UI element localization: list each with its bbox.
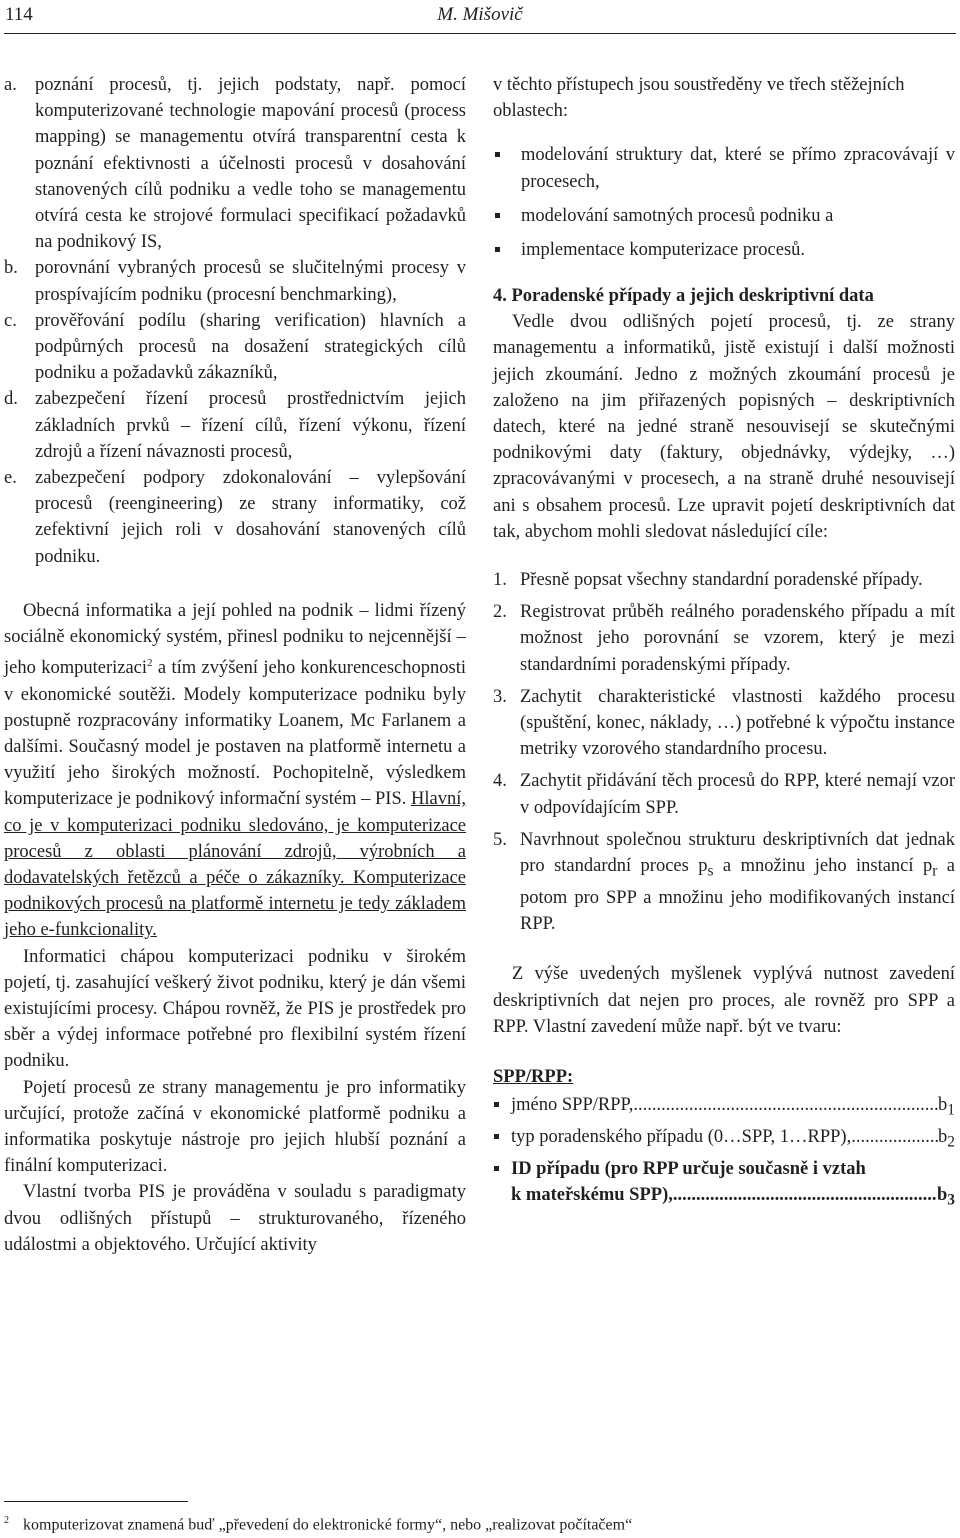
list-item: [493, 599, 955, 678]
list-marker: e.: [4, 468, 17, 489]
square-bullet-icon: [495, 247, 500, 252]
list-item-text: Zachytit charakteristické vlastnosti každého procesu (spuštění, konec, náklady, …) potřebné k výpočtu instance metriky vzorového standardního procesu.: [520, 686, 955, 760]
list-item-text: zabezpečení podpory zdokonalování – vylepšování procesů (reengineering) ze strany informatiky, což zefektivní jejich roli v dosahování stanovených cílů podniku.: [35, 468, 466, 567]
footnote-ref: 2: [147, 657, 153, 670]
list-marker: 1.: [493, 570, 507, 591]
list-marker: 5.: [493, 829, 507, 850]
list-item-text: zabezpečení řízení procesů prostřednictvím jejich základních prvků – řízení cílů, řízení výkonu, řízení zdrojů a řízení návaznosti procesů,: [35, 389, 466, 462]
left-column: [4, 72, 466, 1258]
definition-term: k mateřskému SPP),: [511, 1185, 673, 1206]
footnote: [4, 1510, 632, 1536]
leader-dots: [673, 1182, 937, 1214]
right-column: [493, 72, 955, 1214]
list-item: [493, 827, 955, 938]
paragraph-informatici: Informatici chápou komputerizaci podniku v širokém pojetí, tj. zasahující veškerý život podniku, který je dán všemi existujícími procesy. Chápou rovněž, že PIS je prostředek pro sběr a výdej informace potřebné pro flexibilní systém řízení podniku.: [4, 946, 466, 1072]
square-bullet-icon: [495, 152, 500, 157]
paragraph-section: Vedle dvou odlišných pojetí procesů, tj. ze strany managementu a informatiků, jistě existují i další možnosti jejich zkoumání. Jedno z možných zkoumání procesů je založeno na jim přiřazených popisných – deskriptivních datech, které na jedné straně nesouvisejí se skutečnými podnikovými daty (faktury, objednávky, výdejky, …) zpracovávanými v procesech, a na straně druhé nesouvisejí ani s obsahem procesů. Lze upravit pojetí deskriptivních dat tak, abychom mohli sledovat následující cíle:: [493, 312, 955, 542]
footnote-text: komputerizovat znamená buď „převedení do elektronické formy“, nebo „realizovat počítačem“: [23, 1516, 633, 1534]
list-item-text: porovnání vybraných procesů se slučitelnými procesy v prospívajícím podniku (procesní benchmarking),: [35, 258, 466, 305]
footnote-number: 2: [4, 1515, 9, 1526]
spp-rpp-title: SPP/RPP:: [493, 1066, 574, 1087]
definition-item: [493, 1124, 955, 1156]
bullet-item: [493, 142, 955, 194]
list-item: [4, 465, 466, 570]
bullet-list: [493, 142, 955, 263]
definition-item: [493, 1092, 955, 1124]
list-marker: d.: [4, 389, 18, 410]
definition-item: [493, 1156, 955, 1214]
numbered-goals-list: [493, 567, 955, 937]
definition-code: $b_3$: [937, 1185, 955, 1209]
definition-code: $b_2$: [938, 1127, 955, 1151]
header-rule: [4, 33, 956, 34]
list-item-text: Registrovat průběh reálného poradenského případu a mít možnost jeho porovnání se vzorem, který je mezi standardními poradenskými případy.: [520, 602, 955, 675]
bullet-item: [493, 203, 955, 229]
list-item-text: a potom pro SPP a množinu jeho modifikovaných instancí RPP.: [520, 856, 955, 935]
definition-term: typ poradenského případu (0…SPP, 1…RPP),: [511, 1127, 852, 1148]
list-item: [493, 684, 955, 763]
square-bullet-icon: [494, 1134, 499, 1139]
list-item-text: Přesně popsat všechny standardní poradenské případy.: [520, 570, 923, 591]
running-head-author: M. Mišovič: [437, 4, 523, 25]
footnote-rule: [4, 1501, 188, 1502]
page-header: [0, 0, 960, 40]
list-marker: 4.: [493, 771, 507, 792]
alpha-list: [4, 72, 466, 570]
list-item: [4, 72, 466, 255]
list-item-text: poznání procesů, tj. jejich podstaty, např. pomocí komputerizované technologie mapování procesů (process mapping) se managementu otvírá transparentní cesta k poznání efektivnosti a účelnosti procesů v dosahování stanovených cílů podniku a vedle toho se managementu otvírá cesta ke strojové formulaci specifikací požadavků na podnikový IS,: [35, 75, 466, 253]
list-item-text: a množinu jeho instancí p: [713, 856, 933, 877]
section-heading: 4. Poradenské případy a jejich deskriptivní data: [493, 286, 874, 307]
paragraph-komputerizace: [4, 598, 466, 944]
list-item-text: Zachytit přidávání těch procesů do RPP, které nemají vzor v odpovídajícím SPP.: [520, 771, 955, 818]
square-bullet-icon: [494, 1102, 499, 1107]
leader-dots: [851, 1124, 938, 1156]
list-marker: b.: [4, 258, 18, 279]
paragraph-closing: Z výše uvedených myšlenek vyplývá nutnost zavedení deskriptivních dat nejen pro proces, ale rovněž pro SPP a RPP. Vlastní zavedení může např. být ve tvaru:: [493, 964, 955, 1037]
definition-code: $b_1$: [938, 1095, 955, 1119]
definition-term: jméno SPP/RPP,: [511, 1095, 634, 1116]
list-item: [4, 255, 466, 307]
page-number: 114: [5, 4, 33, 25]
paragraph-tvorba-pis: Vlastní tvorba PIS je prováděna v souladu s paradigmaty dvou odlišných přístupů – strukturovaného, řízeného událostmi a objektového. Určující aktivity: [4, 1182, 466, 1255]
bullet-text: modelování samotných procesů podniku a: [521, 205, 834, 226]
list-item-text: Navrhnout společnou strukturu deskriptivních dat jednak pro standardní proces p: [520, 829, 955, 877]
bullet-text: implementace komputerizace procesů.: [521, 240, 806, 261]
list-item-text: prověřování podílu (sharing verification) hlavních a podpůrných procesů na dosažení strategických cílů podniku a požadavků zákazníků,: [35, 310, 466, 384]
square-bullet-icon: [495, 213, 500, 218]
bullet-text: modelování struktury dat, které se přímo zpracovávají v procesech,: [521, 145, 955, 192]
paragraph-text: a tím zvýšení jeho konkurenceschopnosti v ekonomické soutěži. Modely komputerizace podniku byly postupně rozpracovány informatiky Loanem, Mc Farlanem a dalšími. Současný model je postaven na platformě internetu a využití jeho širokých možností. Pochopitelně, výsledkem komputerizace je podnikový informační systém – PIS.: [4, 658, 466, 810]
list-marker: c.: [4, 310, 17, 331]
list-marker: 3.: [493, 686, 507, 707]
underlined-emphasis: Hlavní, co je v komputerizaci podniku sledováno, je komputerizace procesů z oblasti plánování zdrojů, výrobních a dodavatelských řetězců a péče o zákazníky. Komputerizace podnikových procesů na platformě internetu je tedy základem jeho e-funkcionality.: [4, 789, 466, 941]
list-marker: a.: [4, 75, 17, 95]
paragraph-intro: v těchto přístupech jsou soustředěny ve třech stěžejních oblastech:: [493, 75, 905, 122]
subscript: s: [707, 862, 714, 880]
definition-term: ID případu (pro RPP určuje současně i vztah: [511, 1158, 866, 1179]
paragraph-pojeti-procesu: Pojetí procesů ze strany managementu je pro informatiky určující, protože začíná v ekonomické platformě podniku a informatika poskytuje nástroje pro jejich hlubší poznání a finální komputerizaci.: [4, 1077, 466, 1177]
list-item: [493, 768, 955, 820]
list-item: [493, 567, 955, 593]
square-bullet-icon: [494, 1166, 499, 1171]
list-item: [4, 308, 466, 387]
list-item: [4, 386, 466, 465]
subscript: r: [932, 862, 938, 880]
definition-list: [493, 1092, 955, 1214]
paragraph-text: Obecná informatika a její pohled na podnik – lidmi řízený sociálně ekonomický systém, přinesl podniku to nejcennější – jeho komputerizaci: [4, 600, 466, 679]
leader-dots: [633, 1092, 938, 1124]
bullet-item: [493, 237, 955, 263]
list-marker: 2.: [493, 602, 507, 623]
